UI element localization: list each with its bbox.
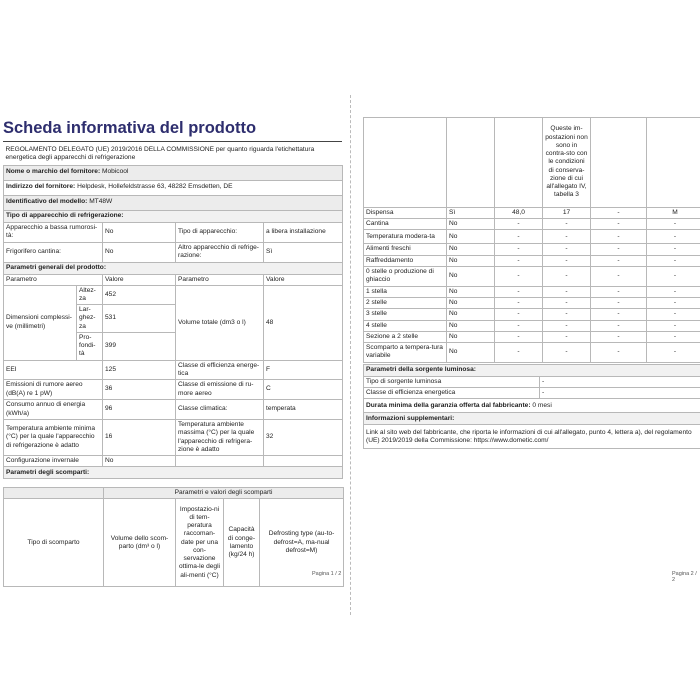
regulation-row	[4, 143, 343, 165]
compartment-name: 4 stelle	[364, 320, 447, 331]
compartment-name: Temperatura modera-ta	[364, 230, 447, 244]
hdr-blank-1	[364, 118, 447, 208]
compartment-freeze: -	[591, 208, 647, 219]
compartment-row	[364, 343, 700, 362]
compartment-row	[364, 255, 700, 266]
winter-blank-1	[176, 456, 264, 467]
compartment-defrost: M	[647, 208, 700, 219]
volume-label: Volume totale (dm3 o l)	[176, 285, 264, 360]
compartment-temp: -	[543, 331, 591, 342]
appliance-type-value: a libera installazione	[264, 222, 343, 242]
compartment-present: No	[447, 343, 495, 362]
compartment-volume: -	[495, 230, 543, 244]
compartment-defrost: -	[647, 255, 700, 266]
compartment-present: No	[447, 298, 495, 309]
general-section-heading: Parametri generali del prodotto:	[4, 262, 343, 274]
warranty-label: Durata minima della garanzia offerta dal fabbricante:	[366, 401, 531, 409]
address-row	[4, 180, 343, 195]
compartment-present: No	[447, 309, 495, 320]
compartment-volume: -	[495, 255, 543, 266]
compartment-name: Cantina	[364, 219, 447, 230]
light-class-label: Classe di efficienza energetica	[364, 388, 540, 399]
info-text: Link al sito web del fabbricante, che riporta le informazioni di cui all'allegato, punto 4, lettera a), del regolamento (UE) 2019/2019 della Commissione: https://www.dometic.com/	[364, 425, 700, 449]
compartment-volume: -	[495, 266, 543, 286]
volume-value: 48	[264, 285, 343, 360]
wine-value: No	[103, 242, 176, 262]
winter-blank-2	[264, 456, 343, 467]
eei-label: EEI	[4, 360, 103, 379]
comp-header-blank	[4, 488, 104, 499]
compartment-row	[364, 244, 700, 255]
col-defrost: Defrosting type (au-to-defrost=A, ma-nual defrost=M)	[260, 499, 344, 587]
compartment-name: Dispensa	[364, 208, 447, 219]
col-temp: Impostazio-ni di tem-peratura raccoman-date per una con-servazione ottima-le degli ali-menti (°C)	[176, 499, 224, 587]
compartment-volume: -	[495, 331, 543, 342]
compartment-defrost: -	[647, 266, 700, 286]
compartment-defrost: -	[647, 320, 700, 331]
light-class-value: -	[540, 388, 700, 399]
compartment-defrost: -	[647, 331, 700, 342]
compartment-present: No	[447, 266, 495, 286]
compartment-temp: -	[543, 320, 591, 331]
noise-label: Emissioni di rumore aereo (dB(A) re 1 pW)	[4, 380, 103, 400]
compartment-name: 0 stelle o produzione di ghiaccio	[364, 266, 447, 286]
noise-value: 36	[103, 380, 176, 400]
model-value: MT48W	[89, 198, 113, 206]
compartment-name: 1 stella	[364, 286, 447, 297]
eff-class-value: F	[264, 360, 343, 379]
compartment-freeze: -	[591, 266, 647, 286]
hdr-note: Queste im-postazioni non sono in contra-sto con le condizioni di conserva-zione di cui all'allegato IV, tabella 3	[543, 118, 591, 208]
compartment-freeze: -	[591, 343, 647, 362]
compartment-temp: -	[543, 219, 591, 230]
dims-label: Dimensioni complessi-ve (millimetri)	[4, 285, 77, 360]
model-label: Identificativo del modello:	[6, 198, 88, 206]
address-value: Helpdesk, Hollefeldstrasse 63, 48282 Emsdetten, DE	[77, 183, 233, 191]
compartment-defrost: -	[647, 219, 700, 230]
hdr-blank-3	[495, 118, 543, 208]
compartment-name: Raffreddamento	[364, 255, 447, 266]
energy-value: 96	[103, 400, 176, 420]
compartment-freeze: -	[591, 298, 647, 309]
compartment-temp: -	[543, 286, 591, 297]
eff-class-label: Classe di efficienza energe-tica	[176, 360, 264, 379]
compartment-freeze: -	[591, 244, 647, 255]
page-title: Scheda informativa del prodotto	[3, 119, 257, 137]
hdr-blank-2	[447, 118, 495, 208]
address-label: Indirizzo del fornitore:	[6, 183, 76, 191]
compartment-present: No	[447, 230, 495, 244]
light-source-table	[363, 364, 700, 449]
supplier-label: Nome o marchio del fornitore:	[6, 168, 101, 176]
compartment-temp: 17	[543, 208, 591, 219]
type-section-heading: Tipo di apparecchio di refrigerazione:	[4, 210, 343, 222]
compartment-freeze: -	[591, 331, 647, 342]
height-value: 452	[103, 285, 176, 304]
compartment-defrost: -	[647, 343, 700, 362]
max-temp-label: Temperatura ambiente massima (°C) per la quale l'apparecchio di refrigera-zione è adatto	[176, 420, 264, 456]
compartment-volume: -	[495, 298, 543, 309]
compartment-present: No	[447, 255, 495, 266]
compartment-row	[364, 219, 700, 230]
compartment-name: Sezione a 2 stelle	[364, 331, 447, 342]
compartment-defrost: -	[647, 309, 700, 320]
compartment-row	[364, 266, 700, 286]
compartment-temp: -	[543, 298, 591, 309]
page-number-1: Pagina 1 / 2	[312, 571, 342, 577]
compartment-temp: -	[543, 244, 591, 255]
compartment-present: No	[447, 331, 495, 342]
compartment-volume: -	[495, 286, 543, 297]
climate-value: temperata	[264, 400, 343, 420]
other-label: Altro apparecchio di refrige-razione:	[176, 242, 264, 262]
winter-value: No	[103, 456, 176, 467]
height-label: Altez-za	[77, 285, 103, 304]
comp-param-header: Parametri e valori degli scomparti	[104, 488, 344, 499]
compartment-freeze: -	[591, 309, 647, 320]
col-volume: Volume dello scom-parto (dm³ o l)	[104, 499, 176, 587]
warranty-value: 0 mesi	[532, 401, 552, 409]
col-freeze: Capacità di conge-lamento (kg/24 h)	[224, 499, 260, 587]
compartment-freeze: -	[591, 320, 647, 331]
compartment-name: Alimenti freschi	[364, 244, 447, 255]
compartment-present: Sì	[447, 208, 495, 219]
hdr-blank-4	[591, 118, 647, 208]
compartment-temp: -	[543, 266, 591, 286]
noise-class-value: C	[264, 380, 343, 400]
product-info-table	[3, 143, 343, 479]
compartment-volume: -	[495, 244, 543, 255]
page-1	[0, 117, 347, 580]
compartment-rows	[364, 208, 700, 363]
compartment-defrost: -	[647, 230, 700, 244]
winter-label: Configurazione invernale	[4, 456, 103, 467]
light-type-value: -	[540, 377, 700, 388]
compartment-volume: -	[495, 309, 543, 320]
title-rule	[3, 141, 342, 142]
regulation-text: REGOLAMENTO DELEGATO (UE) 2019/2016 DELLA COMMISSIONE per quanto riguarda l'etichettatura energetica degli apparecchi di refrigerazione	[5, 145, 315, 161]
page-divider	[350, 95, 351, 615]
hdr-blank-5	[647, 118, 700, 208]
compartment-name: 2 stelle	[364, 298, 447, 309]
compartment-row	[364, 331, 700, 342]
light-type-label: Tipo di sorgente luminosa	[364, 377, 540, 388]
depth-label: Pro-fondi-tà	[77, 332, 103, 360]
comp-section-heading: Parametri degli scomparti:	[4, 467, 343, 479]
supplier-value: Mobicool	[102, 168, 129, 176]
compartment-row	[364, 298, 700, 309]
model-row	[4, 195, 343, 210]
compartment-temp: -	[543, 255, 591, 266]
compartment-temp: -	[543, 309, 591, 320]
compartment-freeze: -	[591, 219, 647, 230]
compartment-volume: -	[495, 219, 543, 230]
hdr-value-1: Valore	[103, 274, 176, 285]
depth-value: 399	[103, 332, 176, 360]
low-noise-label: Apparecchio a bassa rumorosi-tà:	[4, 222, 103, 242]
compartment-freeze: -	[591, 255, 647, 266]
page-number-2: Pagina 2 / 2	[672, 571, 697, 583]
compartment-defrost: -	[647, 298, 700, 309]
supplier-row	[4, 165, 343, 180]
compartment-defrost: -	[647, 286, 700, 297]
hdr-param-2: Parametro	[176, 274, 264, 285]
other-value: Sì	[264, 242, 343, 262]
compartment-freeze: -	[591, 286, 647, 297]
low-noise-value: No	[103, 222, 176, 242]
compartment-row	[364, 320, 700, 331]
compartment-volume: 48,0	[495, 208, 543, 219]
width-value: 531	[103, 305, 176, 333]
compartment-present: No	[447, 244, 495, 255]
page-2	[360, 117, 700, 583]
compartment-volume: -	[495, 343, 543, 362]
climate-label: Classe climatica:	[176, 400, 264, 420]
max-temp-value: 32	[264, 420, 343, 456]
compartment-present: No	[447, 286, 495, 297]
compartment-temp: -	[543, 343, 591, 362]
width-label: Lar-ghez-za	[77, 305, 103, 333]
min-temp-value: 16	[103, 420, 176, 456]
compartment-temp: -	[543, 230, 591, 244]
compartment-freeze: -	[591, 230, 647, 244]
compartment-row	[364, 230, 700, 244]
compartment-row	[364, 286, 700, 297]
eei-value: 125	[103, 360, 176, 379]
compartment-defrost: -	[647, 244, 700, 255]
wine-label: Frigorifero cantina:	[4, 242, 103, 262]
hdr-value-2: Valore	[264, 274, 343, 285]
info-section-heading: Informazioni supplementari:	[364, 413, 700, 425]
compartment-row	[364, 208, 700, 219]
noise-class-label: Classe di emissione di ru-more aereo	[176, 380, 264, 400]
compartment-name: 3 stelle	[364, 309, 447, 320]
compartment-row	[364, 309, 700, 320]
compartment-header-table	[3, 487, 344, 587]
compartment-name: Scomparto a tempera-tura variabile	[364, 343, 447, 362]
energy-label: Consumo annuo di energia (kWh/a)	[4, 400, 103, 420]
light-section-heading: Parametri della sorgente luminosa:	[364, 365, 700, 377]
compartment-volume: -	[495, 320, 543, 331]
min-temp-label: Temperatura ambiente minima (°C) per la quale l'apparecchio di refrigerazione è adatto	[4, 420, 103, 456]
appliance-type-label: Tipo di apparecchio:	[176, 222, 264, 242]
hdr-param-1: Parametro	[4, 274, 103, 285]
warranty-row	[364, 399, 700, 413]
compartment-present: No	[447, 219, 495, 230]
compartment-present: No	[447, 320, 495, 331]
compartment-table	[363, 117, 700, 363]
col-type: Tipo di scomparto	[4, 499, 104, 587]
